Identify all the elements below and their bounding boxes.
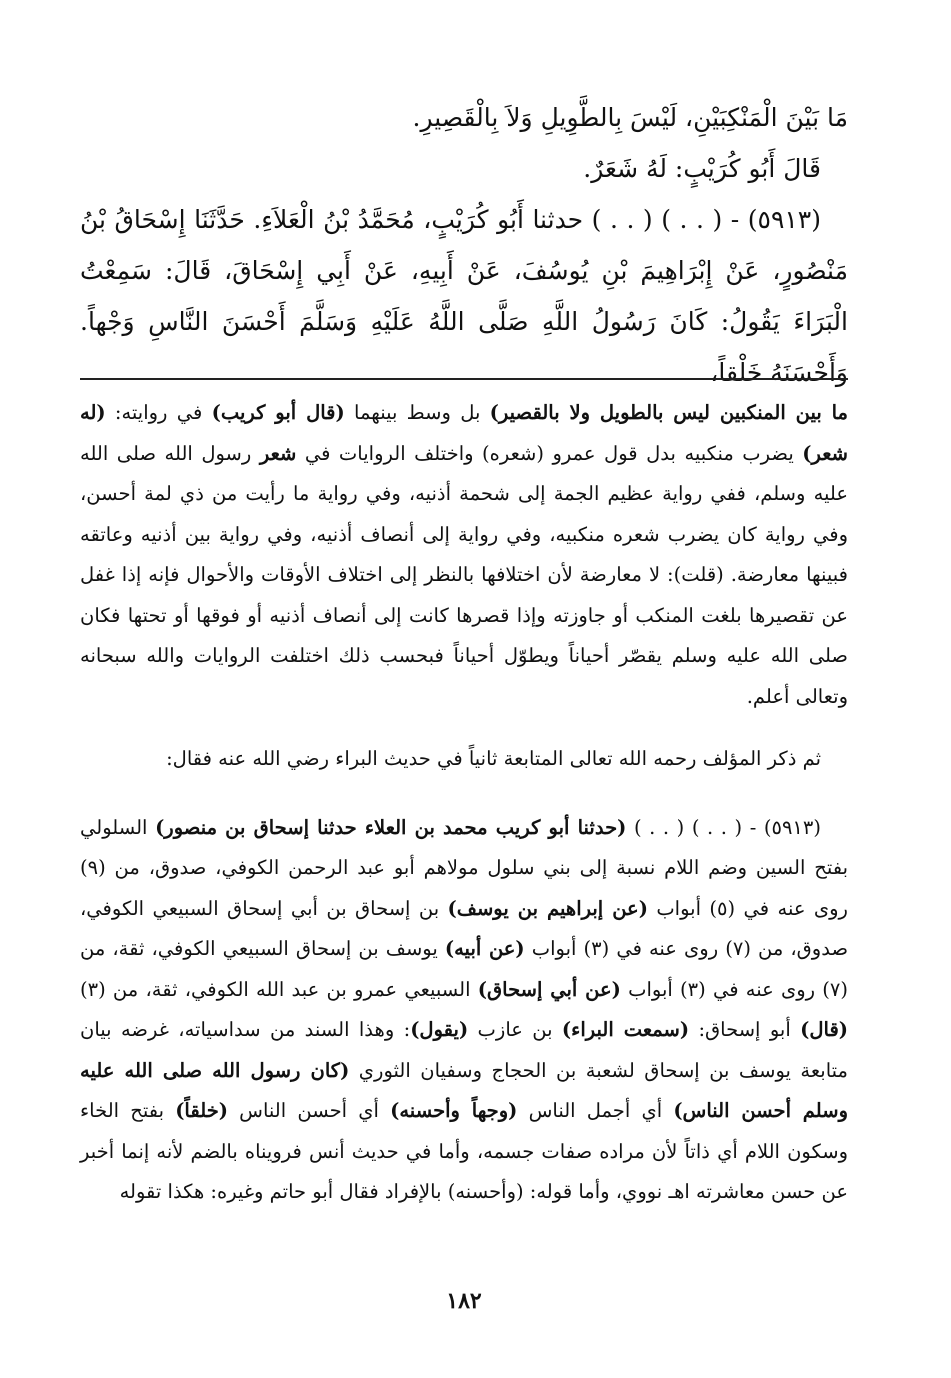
hadith-paragraph: (٥٩١٣) - ( . . ) ( . . ) حدثنا أَبُو كُرَيْبٍ، مُحَمَّدُ بْنُ الْعَلاَءِ. حَدَّثَنَا إِسْحَاقُ بْنُ مَنْصُورٍ، عَنْ إِبْرَاهِيمَ بْنِ يُوسُفَ، عَنْ أَبِيهِ، عَنْ أَبِي إِسْحَاقَ، قَالَ: سَمِعْتُ الْبَرَاءَ يَقُولُ: كَانَ رَسُولُ اللَّهِ صَلَّى اللَّهُ عَلَيْهِ وَسَلَّمَ أَحْسَنَ النَّاسِ وَجْهاً. وَأَحْسَنَهُ خَلْقاً، xyxy=(80,205,848,387)
text-run: : وهذا السند من سداسياته، غرضه بيان متابعة يوسف بن إسحاق لشعبة بن الحجاج وسفيان الثوري xyxy=(80,1018,848,1082)
text-run: (قال) xyxy=(800,1018,848,1041)
text-run: يوسف بن إسحاق السبيعي الكوفي، ثقة، من (٧) روى عنه في (٣) أبواب xyxy=(80,937,849,1001)
text-run: (حدثنا أبو كريب محمد بن العلاء حدثنا إسحاق بن منصور) xyxy=(155,815,627,839)
text-run: (عن أبيه) xyxy=(444,937,525,960)
book-page xyxy=(80,0,848,1378)
text-run: أي أجمل الناس xyxy=(517,1099,674,1122)
text-run: رسول الله صلى الله عليه وسلم، ففي رواية عظيم الجمة إلى شحمة أذنيه، وفي رواية ما رأيت من ذي لمة أحسن، وفي رواية كان يضرب شعره منكبيه، وفي رواية إلى أنصاف أذنيه، وفي رواية بين أذنيه وعاتقه فبينها معارضة. (قلت): لا معارضة لأن اختلافها بالنظر إلى اختلاف الأوقات والأحوال فإنه إذا غفل عن تقصيرها بلغت المنكب أو جاوزته وإذا قصرها كانت إلى أنصاف أذنيه أو فوقها أو تحتها فكان صلى الله عليه وسلم يقصّر أحياناً ويطوّل أحياناً فبحسب ذلك اختلفت الروايات والله سبحانه وتعالى أعلم. xyxy=(80,441,848,708)
hadith-line-2: قَالَ أَبُو كُرَيْبٍ: لَهُ شَعَرٌ. xyxy=(583,154,821,183)
text-run: (سمعت البراء) xyxy=(561,1018,690,1041)
text-run: يضرب منكبيه بدل قول عمرو (شعره) واختلف الروايات في xyxy=(296,441,803,465)
footnote-divider xyxy=(80,378,848,380)
text-run: السلولي بفتح السين وضم اللام نسبة إلى بني سلول مولاهم أبو عبد الرحمن الكوفي، صدوق، من (٩) روى عنه في (٥) أبواب xyxy=(80,815,848,920)
text-run: (خلقاً) xyxy=(175,1099,228,1122)
text-run: في روايته: xyxy=(105,401,212,424)
text-run: (كان رسول الله صلى الله عليه وسلم أحسن الناس) xyxy=(80,1058,848,1122)
text-run: (قال أبو كريب) xyxy=(211,401,345,424)
commentary-block xyxy=(80,393,848,1213)
text-run: بن إسحاق بن أبي إسحاق السبيعي الكوفي، صدوق، من (٧) روى عنه في (٣) أبواب xyxy=(80,896,849,960)
text-run: (٥٩١٣) - ( . . ) ( . . ) xyxy=(626,815,821,839)
text-run: السبيعي عمرو بن عبد الله الكوفي، ثقة، من (٣) xyxy=(80,977,478,1001)
text-run: بل وسط بينهما xyxy=(344,401,490,424)
text-run: شعر xyxy=(259,441,297,465)
text-run: بفتح الخاء وسكون اللام أي ذاتاً لأن مراده صفات جسمه، وأما في حديث أنس فرويناه بالضم لأنه إنما أخبر عن حسن معاشرته اهـ نووي، وأما قوله: (وأحسنه) بالإفراد فقال أبو حاتم وغيره: هكذا تقوله xyxy=(80,1099,848,1203)
text-run: (عن أبي إسحاق) xyxy=(477,977,621,1001)
text-run: (وجهاً وأحسنه) xyxy=(390,1099,518,1122)
text-run: ما بين المنكبين ليس بالطويل ولا بالقصير) xyxy=(489,401,849,424)
text-run: بن عازب xyxy=(468,1018,562,1041)
text-run: (عن إبراهيم بن يوسف) xyxy=(447,896,648,920)
hadith-text-block xyxy=(80,92,848,398)
commentary-paragraph-2: ثم ذكر المؤلف رحمه الله تعالى المتابعة ثانياً في حديث البراء رضي الله عنه فقال: xyxy=(166,747,821,770)
commentary-paragraph-1 xyxy=(80,393,848,717)
text-run: (له شعر) xyxy=(80,401,848,465)
text-run: أبو إسحاق: xyxy=(689,1018,801,1041)
text-run: (يقول) xyxy=(410,1018,469,1041)
hadith-line-1: مَا بَيْنَ الْمَنْكِبَيْنِ، لَيْسَ بِالطَّوِيلِ وَلاَ بِالْقَصِيرِ. xyxy=(412,103,848,132)
commentary-paragraph-3 xyxy=(80,808,848,1213)
text-run: أي أحسن الناس xyxy=(227,1099,391,1122)
page-number: ١٨٢ xyxy=(446,1288,482,1314)
